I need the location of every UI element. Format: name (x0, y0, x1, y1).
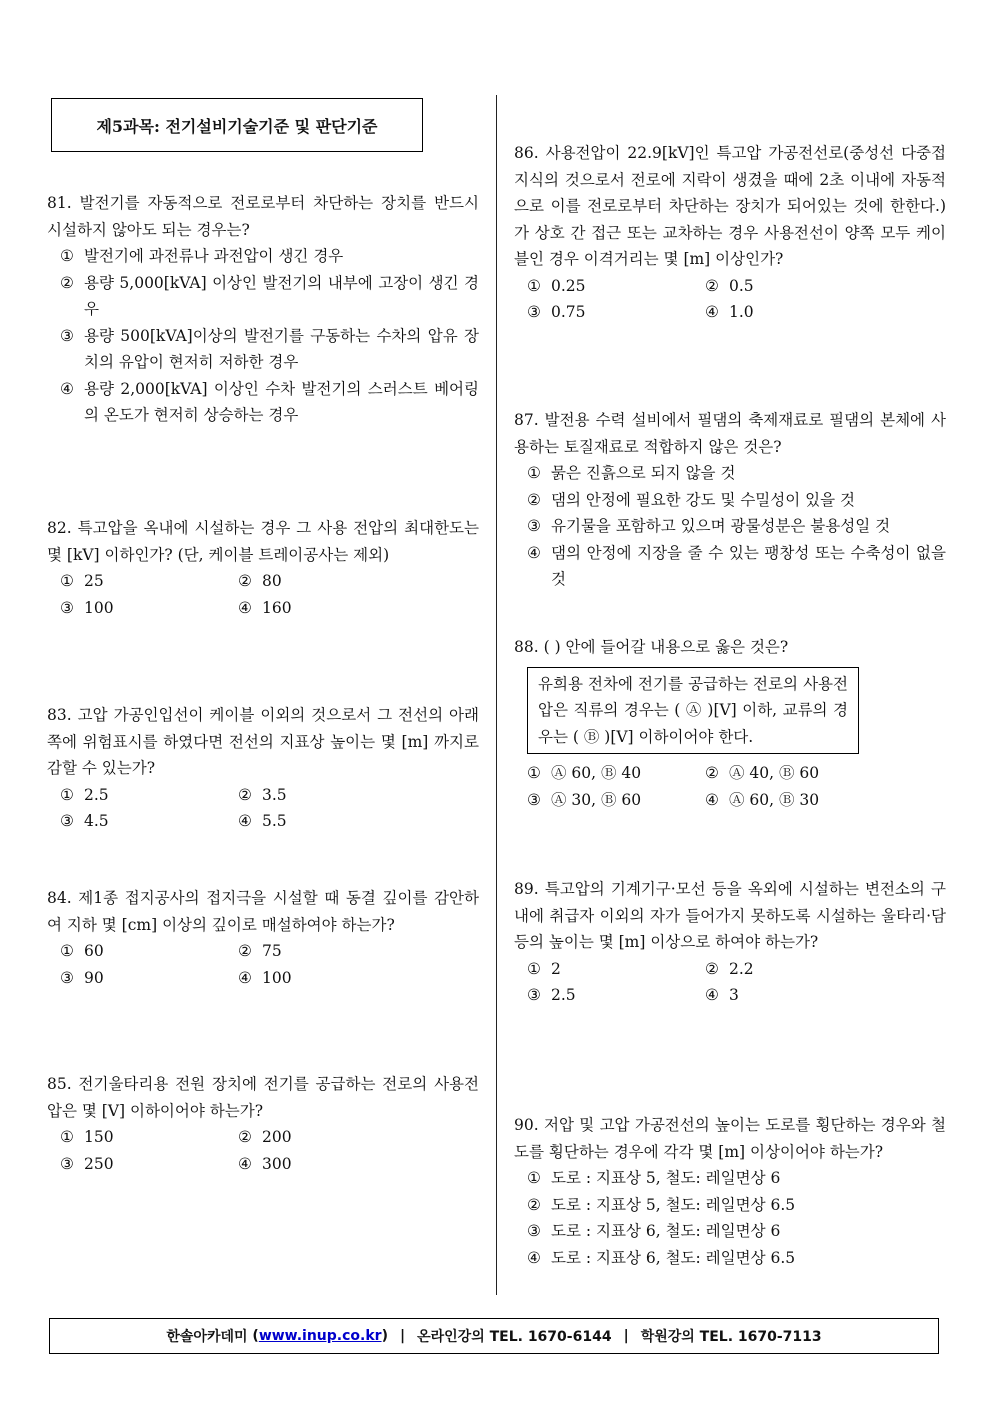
question-88-condition-box: 유희용 전차에 전기를 공급하는 전로의 사용전압은 직류의 경우는 ( Ⓐ )[V] 이하, 교류의 경우는 ( Ⓑ )[V] 이하이어야 한다. (527, 667, 859, 755)
option[interactable]: ② 80 (238, 572, 282, 590)
question-90 (514, 1112, 946, 1271)
option[interactable]: ④ 100 (238, 968, 292, 987)
question-81 (47, 190, 479, 429)
option[interactable]: ④ 1.0 (705, 303, 754, 321)
footer-paren-open: ( (252, 1328, 259, 1344)
question-87 (514, 407, 946, 593)
option-row (47, 938, 479, 965)
option[interactable]: ④ 댐의 안정에 지장을 줄 수 있는 팽창성 또는 수축성이 없을 것 (527, 543, 946, 588)
option[interactable]: ③ 250 (60, 1154, 114, 1173)
option-row (47, 1124, 479, 1151)
option[interactable]: ② 75 (238, 942, 282, 960)
question-82-stem: 82. 특고압을 옥내에 시설하는 경우 그 사용 전압의 최대한도는 몇 [kV] 이하인가? (단, 케이블 트레이공사는 제외) (47, 519, 479, 564)
option[interactable]: ② 3.5 (238, 785, 287, 804)
option-row (47, 568, 479, 595)
option[interactable]: ④ 용량 2,000[kVA] 이상인 수차 발전기의 스러스트 베어링의 온도가 현저히 상승하는 경우 (60, 379, 479, 424)
option-row (47, 782, 479, 809)
footer-separator: | (623, 1328, 629, 1344)
question-82 (47, 515, 479, 621)
option[interactable]: ③ 용량 500[kVA]이상의 발전기를 구동하는 수차의 압유 장치의 유압이 현저히 저하한 경우 (60, 326, 479, 371)
option[interactable]: ③ 도로 : 지표상 6, 철도: 레일면상 6 (527, 1222, 781, 1240)
option[interactable]: ② 도로 : 지표상 5, 철도: 레일면상 6.5 (527, 1195, 796, 1214)
option[interactable]: ④ Ⓐ 60, Ⓑ 30 (705, 790, 820, 809)
option[interactable]: ② 2.2 (705, 959, 754, 978)
option[interactable]: ② 200 (238, 1128, 292, 1146)
option[interactable]: ① 도로 : 지표상 5, 철도: 레일면상 6 (527, 1169, 781, 1187)
option[interactable]: ① 25 (60, 572, 104, 590)
question-83-stem: 83. 고압 가공인입선이 케이블 이외의 것으로서 그 전선의 아래쪽에 위험표시를 하였다면 전선의 지표상 높이는 몇 [m] 까지로 감할 수 있는가? (47, 706, 479, 777)
option[interactable]: ① 150 (60, 1128, 114, 1146)
option[interactable]: ① 2.5 (60, 785, 109, 804)
question-88-stem: 88. ( ) 안에 들어갈 내용으로 옳은 것은? (514, 638, 789, 656)
question-85-stem: 85. 전기울타리용 전원 장치에 전기를 공급하는 전로의 사용전압은 몇 [V] 이하이어야 하는가? (47, 1075, 479, 1120)
option[interactable]: ③ 4.5 (60, 812, 109, 830)
question-84-stem: 84. 제1종 접지공사의 접지극을 시설할 때 동결 깊이를 감안하여 지하 몇 [cm] 이상의 깊이로 매설하여야 하는가? (47, 889, 479, 934)
question-89-stem: 89. 특고압의 기계기구·모선 등을 옥외에 시설하는 변전소의 구내에 취급자 이외의 자가 들어가지 못하도록 시설하는 울타리·담 등의 높이는 몇 [m] 이상으로 하여야 하는가? (514, 880, 946, 951)
option[interactable]: ① Ⓐ 60, Ⓑ 40 (527, 764, 642, 782)
footer-online-phone: 온라인강의 TEL. 1670-6144 (417, 1329, 612, 1345)
subject-title-box (51, 98, 423, 152)
option[interactable]: ④ 도로 : 지표상 6, 철도: 레일면상 6.5 (527, 1248, 796, 1267)
option[interactable]: ③ 유기물을 포함하고 있으며 광물성분은 불용성일 것 (527, 517, 891, 535)
subject-title: 제5과목: 전기설비기술기준 및 판단기준 (96, 116, 378, 136)
option[interactable]: ④ 300 (238, 1154, 292, 1173)
option[interactable]: ① 0.25 (527, 276, 586, 295)
question-86 (514, 140, 946, 326)
option[interactable]: ④ 5.5 (238, 812, 287, 830)
option-row (514, 273, 946, 300)
question-90-stem: 90. 저압 및 고압 가공전선의 높이는 도로를 횡단하는 경우와 철도를 횡단하는 경우에 각각 몇 [m] 이상이어야 하는가? (514, 1116, 946, 1161)
question-89 (514, 876, 946, 1009)
option[interactable]: ④ 160 (238, 598, 292, 617)
option[interactable]: ② 용량 5,000[kVA] 이상인 발전기의 내부에 고장이 생긴 경우 (60, 273, 479, 318)
option[interactable]: ③ 0.75 (527, 303, 586, 321)
question-87-stem: 87. 발전용 수력 설비에서 필댐의 축제재료로 필댐의 본체에 사용하는 토질재료로 적합하지 않은 것은? (514, 411, 946, 456)
option[interactable]: ③ Ⓐ 30, Ⓑ 60 (527, 790, 642, 809)
question-85 (47, 1071, 479, 1177)
option[interactable]: ① 60 (60, 942, 104, 960)
column-divider (496, 95, 497, 1295)
question-84 (47, 885, 479, 991)
option[interactable]: ③ 100 (60, 598, 114, 617)
footer-bar (49, 1318, 939, 1354)
option-row (47, 1151, 479, 1178)
footer-academy-name: 한솔아카데미 (166, 1329, 248, 1345)
option-row (47, 808, 479, 835)
question-83 (47, 702, 479, 835)
option-row (514, 956, 946, 983)
option[interactable]: ③ 90 (60, 968, 104, 987)
option-row (514, 299, 946, 326)
option[interactable]: ① 2 (527, 959, 561, 978)
option-row (47, 595, 479, 622)
option[interactable]: ① 묽은 진흙으로 되지 않을 것 (527, 464, 736, 482)
footer-separator: | (399, 1328, 406, 1344)
option-row (514, 787, 946, 814)
option-row (514, 982, 946, 1009)
option[interactable]: ① 발전기에 과전류나 과전압이 생긴 경우 (60, 247, 344, 265)
option[interactable]: ④ 3 (705, 986, 739, 1004)
option[interactable]: ② 0.5 (705, 276, 754, 295)
option[interactable]: ② 댐의 안정에 필요한 강도 및 수밀성이 있을 것 (527, 490, 856, 509)
option[interactable]: ② Ⓐ 40, Ⓑ 60 (705, 764, 820, 782)
footer-website-link[interactable]: www.inup.co.kr (258, 1328, 382, 1344)
question-81-stem: 81. 발전기를 자동적으로 전로로부터 차단하는 장치를 반드시 시설하지 않아도 되는 경우는? (47, 194, 479, 239)
footer-offline-phone: 학원강의 TEL. 1670-7113 (640, 1329, 822, 1345)
option[interactable]: ③ 2.5 (527, 986, 576, 1004)
question-88 (514, 634, 946, 813)
option-row (47, 965, 479, 992)
footer-paren-close: ) (381, 1328, 388, 1344)
option-row (514, 760, 946, 787)
question-86-stem: 86. 사용전압이 22.9[kV]인 특고압 가공전선로(중성선 다중접지식의 것으로서 전로에 지락이 생겼을 때에 2초 이내에 자동적으로 이를 전로로부터 차단하는 장치가 되어있는 것에 한한다.)가 상호 간 접근 또는 교차하는 경우 사용전선이 양쪽 모두 케이블인 경우 이격거리는 몇 [m] 이상인가? (514, 144, 946, 268)
